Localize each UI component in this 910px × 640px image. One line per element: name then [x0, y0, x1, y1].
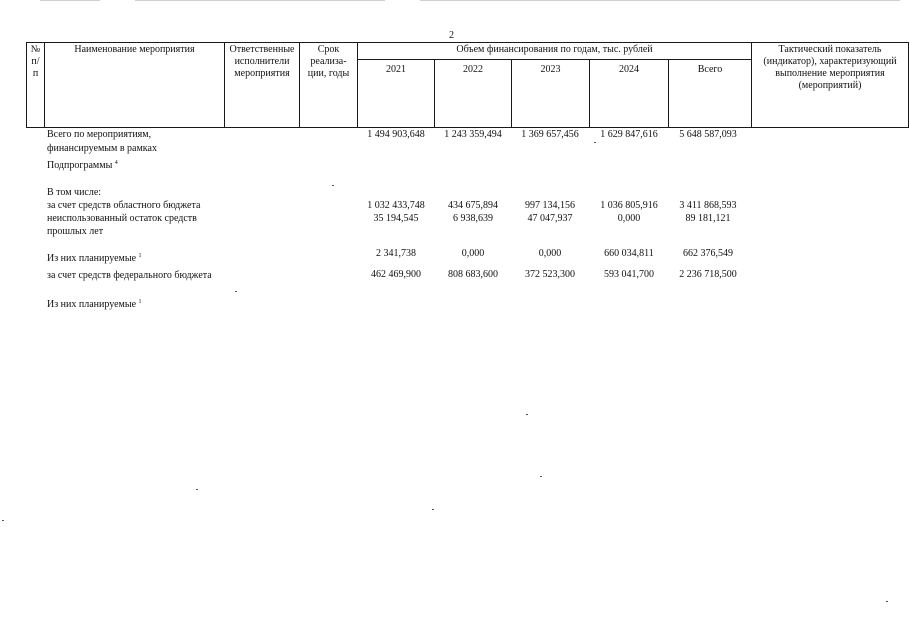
header-year-2024: 2024: [590, 60, 669, 128]
header-num: № п/п: [27, 43, 45, 128]
cell-unused-sum: 89 181,121: [685, 213, 731, 224]
row-total-label-3: Подпрограммы $^4$: [47, 160, 118, 171]
row-total-label-1: Всего по мероприятиям,: [47, 129, 152, 140]
cell-total-2022: 1 243 359,494: [444, 129, 502, 140]
footnote-mark: 1: [138, 299, 142, 305]
scan-speck: [886, 601, 888, 602]
header-indicator: Тактический показатель (индикатор), характеризующий выполнение мероприятия (мероприятий): [752, 43, 909, 128]
cell-planned-2022: 0,000: [461, 248, 485, 259]
cell-total-2021: 1 494 903,648: [367, 129, 425, 140]
scan-speck: [235, 291, 237, 292]
scan-speck: [196, 489, 198, 490]
header-funding: Объем финансирования по годам, тыс. рублей: [358, 43, 752, 60]
row-planned-federal-label: Из них планируемые $^1$: [47, 299, 142, 310]
cell-planned-2023: 0,000: [538, 248, 562, 259]
row-planned-regional-label: Из них планируемые $^1$: [47, 253, 142, 264]
row-including-label: В том числе:: [47, 187, 102, 198]
scan-speck: [432, 509, 434, 510]
header-year-2023: 2023: [512, 60, 590, 128]
row-unused-label-1: неиспользованный остаток средств: [47, 213, 197, 224]
cell-unused-2024: 0,000: [617, 213, 641, 224]
header-responsible: Ответственные исполнители мероприятия: [225, 43, 300, 128]
cell-planned-sum: 662 376,549: [683, 248, 733, 259]
row-total-label-2: финансируемым в рамках: [47, 143, 157, 154]
footnote-mark: 4: [114, 160, 118, 166]
row-federal-label: за счет средств федерального бюджета: [47, 270, 212, 281]
header-year-2022: 2022: [435, 60, 512, 128]
footnote-mark: 1: [138, 253, 142, 259]
header-name: Наименование мероприятия: [45, 43, 225, 128]
scan-speck: [332, 185, 334, 186]
top-rule-right: [420, 0, 900, 1]
cell-federal-2024: 593 041,700: [604, 269, 654, 280]
cell-regional-2024: 1 036 805,916: [600, 200, 658, 211]
cell-total-2024: 1 629 847,616: [600, 129, 658, 140]
row-unused-label-2: прошлых лет: [47, 226, 104, 237]
cell-unused-2021: 35 194,545: [373, 213, 419, 224]
cell-regional-2021: 1 032 433,748: [367, 200, 425, 211]
header-total: Всего: [669, 60, 752, 128]
scan-speck: [540, 476, 542, 477]
cell-federal-2021: 462 469,900: [371, 269, 421, 280]
cell-federal-2023: 372 523,300: [525, 269, 575, 280]
cell-federal-2022: 808 683,600: [448, 269, 498, 280]
header-year-2021: 2021: [358, 60, 435, 128]
cell-regional-2022: 434 675,894: [448, 200, 498, 211]
cell-total-sum: 5 648 587,093: [679, 129, 737, 140]
cell-planned-2021: 2 341,738: [376, 248, 416, 259]
scan-speck: [594, 142, 596, 143]
cell-unused-2022: 6 938,639: [453, 213, 493, 224]
top-rule-left: [40, 0, 100, 1]
cell-regional-2023: 997 134,156: [525, 200, 575, 211]
scan-speck: [2, 520, 4, 521]
cell-unused-2023: 47 047,937: [527, 213, 573, 224]
funding-table-header: [26, 42, 909, 128]
top-rule-middle: [135, 0, 385, 1]
header-term: Срок реализа-ции, годы: [300, 43, 358, 128]
page-number: 2: [449, 30, 454, 41]
cell-planned-2024: 660 034,811: [604, 248, 654, 259]
row-regional-label: за счет средств областного бюджета: [47, 200, 201, 211]
cell-regional-sum: 3 411 868,593: [679, 200, 737, 211]
scan-speck: [526, 414, 528, 415]
cell-total-2023: 1 369 657,456: [521, 129, 579, 140]
cell-federal-sum: 2 236 718,500: [679, 269, 737, 280]
